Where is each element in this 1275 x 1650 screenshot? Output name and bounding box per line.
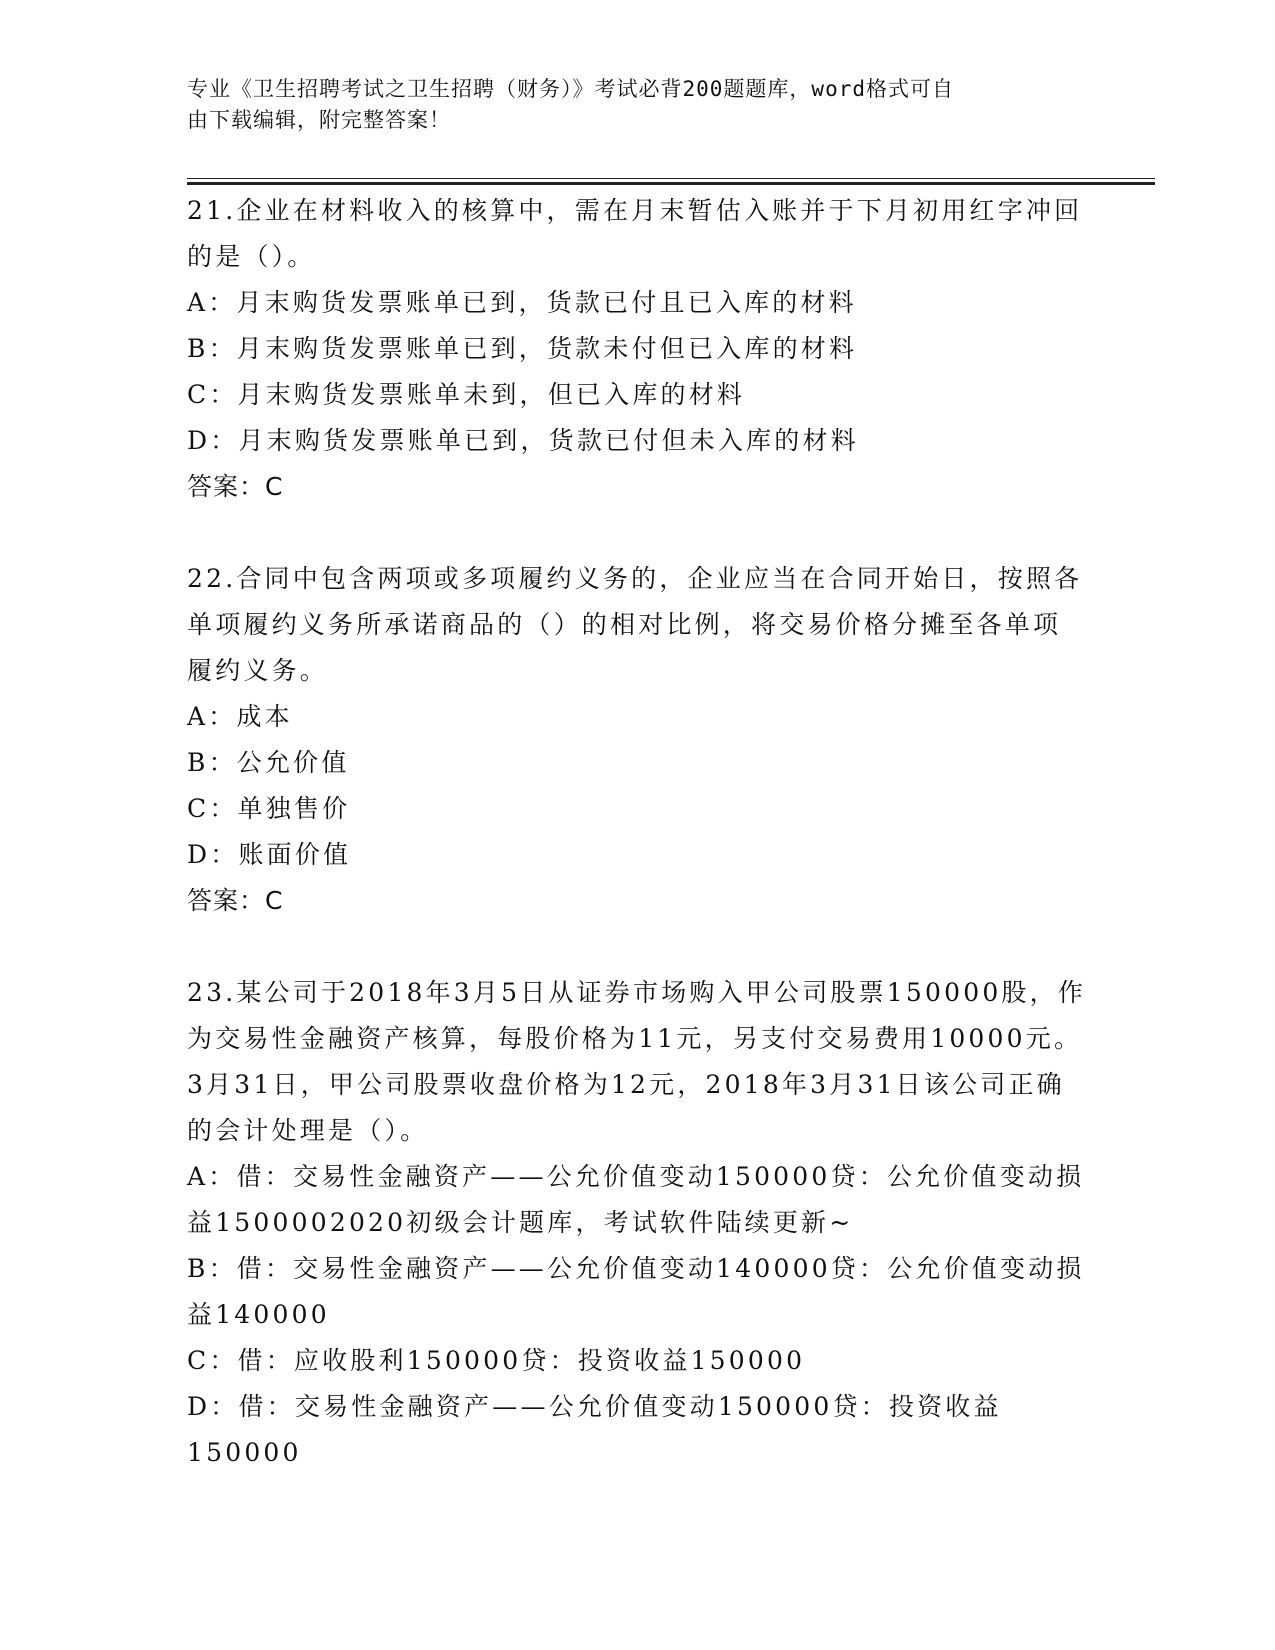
answer-line: 答案：C [187, 472, 284, 501]
header-divider-thick [187, 182, 1155, 185]
option-a: A：成本 [187, 702, 293, 731]
option-d: D：账面价值 [187, 840, 352, 869]
question-stem: 23.某公司于2018年3月5日从证券市场购入甲公司股票150000股，作为交易性金融资产核算，每股价格为11元，另支付交易费用10000元。3月31日，甲公司股票收盘价格为12元，2018年3月31日该公司正确的会计处理是（）。 [187, 978, 1087, 1145]
option-d: D：借：交易性金融资产——公允价值变动150000贷：投资收益150000 [187, 1392, 1002, 1467]
question-23 [187, 970, 1087, 1476]
question-stem: 21.企业在材料收入的核算中，需在月末暂估入账并于下月初用红字冲回的是（）。 [187, 196, 1083, 271]
option-c: C：单独售价 [187, 794, 351, 823]
question-stem: 22.合同中包含两项或多项履约义务的，企业应当在合同开始日，按照各单项履约义务所承诺商品的（）的相对比例，将交易价格分摊至各单项履约义务。 [187, 564, 1083, 685]
question-22 [187, 556, 1087, 924]
option-a: A：借：交易性金融资产——公允价值变动150000贷：公允价值变动损益1500002020初级会计题库，考试软件陆续更新~ [187, 1162, 1085, 1237]
header-line-1: 专业《卫生招聘考试之卫生招聘（财务）》考试必背200题题库，word格式可自 [187, 77, 954, 101]
option-c: C：月末购货发票账单未到，但已入库的材料 [187, 380, 746, 409]
question-list [187, 188, 1087, 1476]
option-b: B：公允价值 [187, 748, 350, 777]
spacer [187, 510, 1087, 556]
option-b: B：借：交易性金融资产——公允价值变动140000贷：公允价值变动损益140000 [187, 1254, 1085, 1329]
option-b: B：月末购货发票账单已到，货款未付但已入库的材料 [187, 334, 858, 363]
answer-line: 答案：C [187, 886, 284, 915]
option-a: A：月末购货发票账单已到，货款已付且已入库的材料 [187, 288, 857, 317]
option-d: D：月末购货发票账单已到，货款已付但未入库的材料 [187, 426, 859, 455]
document-header [187, 74, 1067, 136]
question-21 [187, 188, 1087, 510]
spacer [187, 924, 1087, 970]
header-line-2: 由下载编辑，附完整答案！ [187, 108, 451, 132]
option-c: C：借：应收股利150000贷：投资收益150000 [187, 1346, 806, 1375]
header-divider-thin [187, 178, 1155, 179]
